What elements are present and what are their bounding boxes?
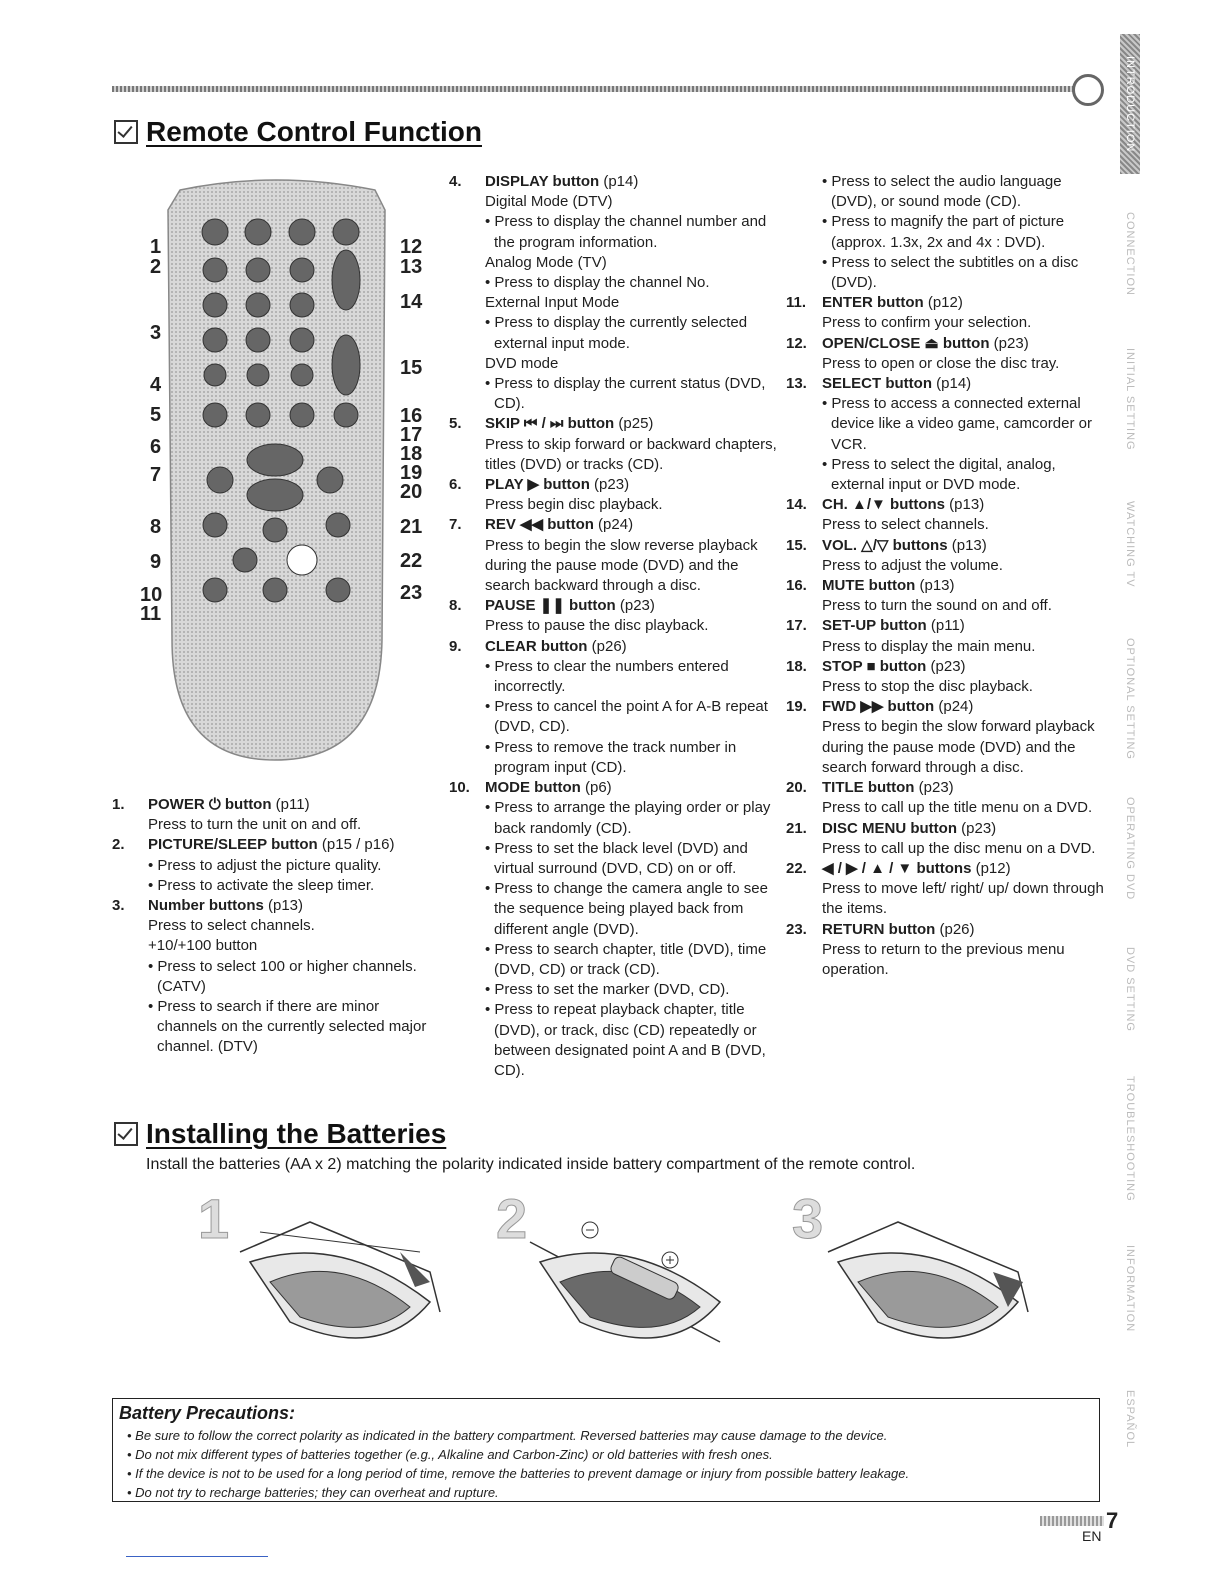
item-text: Press to confirm your selection. [822,314,1032,332]
item-number: 21. [786,819,807,837]
item-title: REV ◀◀ button [485,516,594,534]
item-title: POWER ⏻ button [148,796,272,813]
tab-troubleshooting[interactable] [1120,1064,1140,1214]
battery-step-1-illustration [230,1212,450,1362]
item-text: Press to turn the unit on and off. [148,816,362,834]
item-number: 6. [449,476,462,494]
bottom-link-rule [126,1556,268,1557]
item-text: Press to select channels. [822,516,989,534]
item-subheading: +10/+100 button [148,937,258,955]
item-page-ref: (p13) [263,897,304,915]
item-page-ref: (p14) [931,375,972,393]
item-title: VOL. △/▽ buttons [822,536,948,554]
item-title: TITLE button [822,779,915,797]
item-15 [786,536,1106,576]
item-22 [786,859,1106,920]
callout-11: 11 [140,603,162,625]
item-6 [449,475,779,515]
callout-19: 19 [400,462,423,484]
precaution-item: • Do not mix different types of batteries together (e.g., Alkaline and Carbon-Zinc) or old batteries with fresh ones. [127,1445,1093,1464]
tab-label: INFORMATION [1124,1245,1136,1333]
item-title: ENTER button [822,294,924,312]
callout-17: 17 [400,424,423,446]
item-bullet: • Press to select the subtitles on a disc (DVD). [822,253,1106,293]
precaution-item: • Do not try to recharge batteries; they can overheat and rupture. [127,1483,1093,1502]
item-number: 22. [786,859,807,877]
item-page-ref: (p24) [593,516,634,534]
callout-18: 18 [400,443,423,465]
page-number-bar [1040,1516,1104,1526]
callout-1: 1 [150,236,162,258]
page-number: 7 [1106,1508,1119,1533]
language-tag: EN [1082,1528,1102,1544]
item-title: PAUSE ❚❚ button [485,597,616,615]
item-7 [449,515,779,596]
tab-dvd-setting[interactable] [1120,924,1140,1054]
install-section-title: Installing the Batteries [146,1118,447,1149]
step-2-label: 2 [496,1187,528,1250]
item-bullet: • Press to set the marker (DVD, CD). [485,980,779,1000]
tab-label: WATCHING TV [1124,500,1136,588]
tab-label: INITIAL SETTING [1124,347,1136,451]
tab-label: TROUBLESHOOTING [1124,1076,1136,1202]
item-10-continued [786,172,1106,293]
item-page-ref: (p23) [956,819,997,837]
item-page-ref: (p24) [934,698,974,716]
item-number: 13. [786,375,807,393]
item-title: Number buttons [148,897,264,915]
item-title: FWD ▶▶ button [822,698,935,716]
item-number: 10. [449,779,470,797]
item-title: RETURN button [822,920,936,938]
item-title: PICTURE/SLEEP button [148,836,318,854]
battery-precautions-box [112,1398,1100,1502]
tab-watching-tv[interactable] [1120,474,1140,614]
tab-label: DVD SETTING [1124,946,1136,1032]
callout-23: 23 [400,582,423,604]
tab-label: OPTIONAL SETTING [1124,638,1136,760]
item-14 [786,495,1106,535]
item-3 [112,896,432,1058]
item-21 [786,819,1106,859]
item-text: Press to display the main menu. [822,637,1036,655]
item-5 [449,414,779,475]
item-page-ref: (p23) [926,657,966,675]
precaution-item: • Be sure to follow the correct polarity as indicated in the battery compartment. Reversed batteries may cause damage to the device. [127,1426,1093,1445]
item-17 [786,616,1106,656]
item-page-ref: (p13) [947,536,987,554]
item-bullet: • Press to display the channel number and the program information. [485,212,779,252]
item-number: 2. [112,836,125,854]
tab-label: ESPAÑOL [1124,1389,1136,1449]
item-title: OPEN/CLOSE ⏏ button [822,334,990,352]
precautions-title: Battery Precautions: [119,1403,296,1423]
item-11 [786,293,1106,333]
item-13 [786,374,1106,495]
item-10 [449,778,779,1081]
item-bullet: • Press to change the camera angle to see the sequence being played back from different angle (DVD). [485,879,779,940]
item-18 [786,657,1106,697]
callout-3: 3 [150,322,162,344]
item-bullet: • Press to remove the track number in program input (CD). [485,738,779,778]
item-page-ref: (p23) [615,597,655,615]
item-23 [786,920,1106,981]
item-page-ref: (p23) [914,779,954,797]
item-bullet: • Press to access a connected external device like a video game, camcorder or VCR. [822,394,1106,455]
item-title: MODE button [485,779,581,797]
section-tabs [1120,34,1142,1524]
checkbox-icon [114,120,138,144]
item-number: 1. [112,796,125,813]
item-2 [112,835,432,896]
item-number: 9. [449,637,462,655]
item-bullet: • Press to select the audio language (DVD), or sound mode (CD). [822,172,1106,212]
tab-information[interactable] [1120,1224,1140,1354]
tab-operating-dvd[interactable] [1120,784,1140,914]
item-20 [786,778,1106,818]
column-2 [449,172,779,1081]
tab-label: INTRODUCTION [1124,55,1136,153]
item-8 [449,596,779,636]
item-text: Press to begin the slow reverse playback during the pause mode (DVD) and the search backward through a disc. [485,536,758,595]
item-text: Press to begin the slow forward playback during the pause mode (DVD) and the search forward through a disc. [822,718,1095,776]
callout-21: 21 [400,516,423,538]
item-text: Press to move left/ right/ up/ down through the items. [822,880,1104,918]
item-number: 15. [786,536,807,554]
item-title: DISPLAY button [485,173,600,190]
item-page-ref: (p12) [971,859,1011,877]
callout-10: 10 [140,584,163,606]
item-title: SET-UP button [822,617,927,635]
install-instructions: Install the batteries (AA x 2) matching the polarity indicated inside battery compartment of the remote control. [146,1156,916,1173]
callout-2: 2 [150,256,162,278]
step-1-label: 1 [198,1187,230,1250]
item-title: ◀ / ▶ / ▲ / ▼ buttons [822,859,972,877]
item-title: CLEAR button [485,637,588,655]
item-text: Press to pause the disc playback. [485,617,709,635]
item-19 [786,697,1106,778]
item-4 [449,172,779,414]
item-page-ref: (p6) [580,779,612,797]
precautions-list [119,1426,1093,1502]
callout-22: 22 [400,550,423,572]
remote-section-title: Remote Control Function [146,116,482,147]
item-text: Press to adjust the volume. [822,556,1003,574]
item-number: 16. [786,577,807,595]
item-12 [786,334,1106,374]
item-number: 7. [449,516,462,534]
item-page-ref: (p11) [271,796,310,813]
callout-7: 7 [150,464,162,486]
item-page-ref: (p15 / p16) [317,836,395,854]
precaution-item: • If the device is not to be used for a long period of time, remove the batteries to prevent damage or injury from possible battery leakage. [127,1464,1093,1483]
item-bullet: • Press to search if there are minor channels on the currently selected major channel. (DTV) [148,997,432,1058]
item-text: Press to call up the title menu on a DVD. [822,799,1093,817]
item-text: Press to skip forward or backward chapters, titles (DVD) or tracks (CD). [485,435,777,473]
item-subheading: Analog Mode (TV) [485,253,607,271]
item-bullet: • Press to clear the numbers entered incorrectly. [485,657,779,697]
item-text: Press to turn the sound on and off. [822,597,1052,615]
item-bullet: • Press to select the digital, analog, external input or DVD mode. [822,455,1106,495]
item-bullet: • Press to select 100 or higher channels. (CATV) [148,957,432,997]
item-page-ref: (p25) [614,415,654,433]
tab-espanol[interactable] [1120,1364,1140,1474]
item-page-ref: (p26) [935,920,975,938]
item-text: Press to call up the disc menu on a DVD. [822,839,1096,857]
item-bullet: • Press to search chapter, title (DVD), time (DVD, CD) or track (CD). [485,940,779,980]
item-subheading: DVD mode [485,354,559,372]
tab-initial-setting[interactable] [1120,334,1140,464]
top-rule-end-circle [1072,74,1104,106]
callout-12: 12 [400,236,423,258]
item-subheading: Digital Mode (DTV) [485,193,613,211]
item-bullet: • Press to cancel the point A for A-B repeat (DVD, CD). [485,697,779,737]
item-page-ref: (p14) [599,173,639,190]
item-bullet: • Press to display the current status (DVD, CD). [485,374,779,414]
callout-16: 16 [400,405,423,427]
callout-20: 20 [400,481,423,503]
tab-optional-setting[interactable] [1120,624,1140,774]
item-title: SELECT button [822,375,932,393]
step-3-label: 3 [792,1187,824,1250]
item-text: Press to select channels. [148,917,315,935]
callout-13: 13 [400,256,423,278]
item-bullet: • Press to activate the sleep timer. [148,876,432,896]
item-page-ref: (p13) [915,577,955,595]
item-bullet: • Press to repeat playback chapter, title (DVD), or track, disc (CD) repeatedly or between designated point A and B (DVD, CD). [485,1000,779,1081]
callout-14: 14 [400,291,423,313]
item-number: 4. [449,173,462,190]
item-number: 19. [786,698,807,716]
item-number: 5. [449,415,462,433]
item-number: 18. [786,657,807,675]
callout-6: 6 [150,436,162,458]
remote-section-heading [114,116,482,148]
battery-step-2-illustration [520,1212,740,1362]
item-text: Press begin disc playback. [485,496,663,514]
item-1 [112,795,432,835]
item-bullet: • Press to set the black level (DVD) and virtual surround (DVD, CD) on or off. [485,839,779,879]
item-page-ref: (p26) [587,637,627,655]
callout-9: 9 [150,551,162,573]
item-16 [786,576,1106,616]
item-title: CH. ▲/▼ buttons [822,496,946,514]
item-page-ref: (p12) [923,294,963,312]
item-number: 23. [786,920,807,938]
callout-4: 4 [150,374,162,396]
item-page-ref: (p23) [989,334,1029,352]
item-page-ref: (p13) [945,496,985,514]
item-number: 14. [786,496,807,514]
tab-label: CONNECTION [1124,212,1136,296]
item-text: Press to stop the disc playback. [822,678,1033,696]
item-number: 8. [449,597,462,615]
item-subheading: External Input Mode [485,294,620,312]
tab-connection[interactable] [1120,184,1140,324]
item-bullet: • Press to magnify the part of picture (approx. 1.3x, 2x and 4x : DVD). [822,212,1106,252]
checkbox-icon [114,1122,138,1146]
item-number: 11. [786,294,807,312]
item-bullet: • Press to display the currently selected external input mode. [485,313,779,353]
item-page-ref: (p11) [926,617,965,635]
item-number: 12. [786,334,807,352]
item-bullet: • Press to arrange the playing order or play back randomly (CD). [485,798,779,838]
install-section-heading [114,1118,446,1150]
battery-step-3-illustration [818,1212,1038,1362]
item-text: Press to return to the previous menu operation. [822,940,1065,978]
callout-8: 8 [150,516,162,538]
item-bullet: • Press to adjust the picture quality. [148,856,432,876]
column-1 [112,795,432,1058]
item-title: DISC MENU button [822,819,957,837]
item-title: PLAY ▶ button [485,476,590,494]
item-number: 17. [786,617,807,635]
top-rule [112,86,1082,92]
item-number: 20. [786,779,807,797]
item-title: SKIP ⏮ / ⏭ button [485,415,615,433]
tab-label: OPERATING DVD [1124,797,1136,901]
column-3 [786,172,1106,980]
item-text: Press to open or close the disc tray. [822,354,1060,372]
item-title: STOP ■ button [822,657,927,675]
item-page-ref: (p23) [589,476,630,494]
item-title: MUTE button [822,577,916,595]
callout-15: 15 [400,357,423,379]
item-number: 3. [112,897,125,915]
tab-introduction[interactable] [1120,34,1140,174]
item-9 [449,637,779,778]
item-bullet: • Press to display the channel No. [485,273,779,293]
callout-5: 5 [150,404,162,426]
